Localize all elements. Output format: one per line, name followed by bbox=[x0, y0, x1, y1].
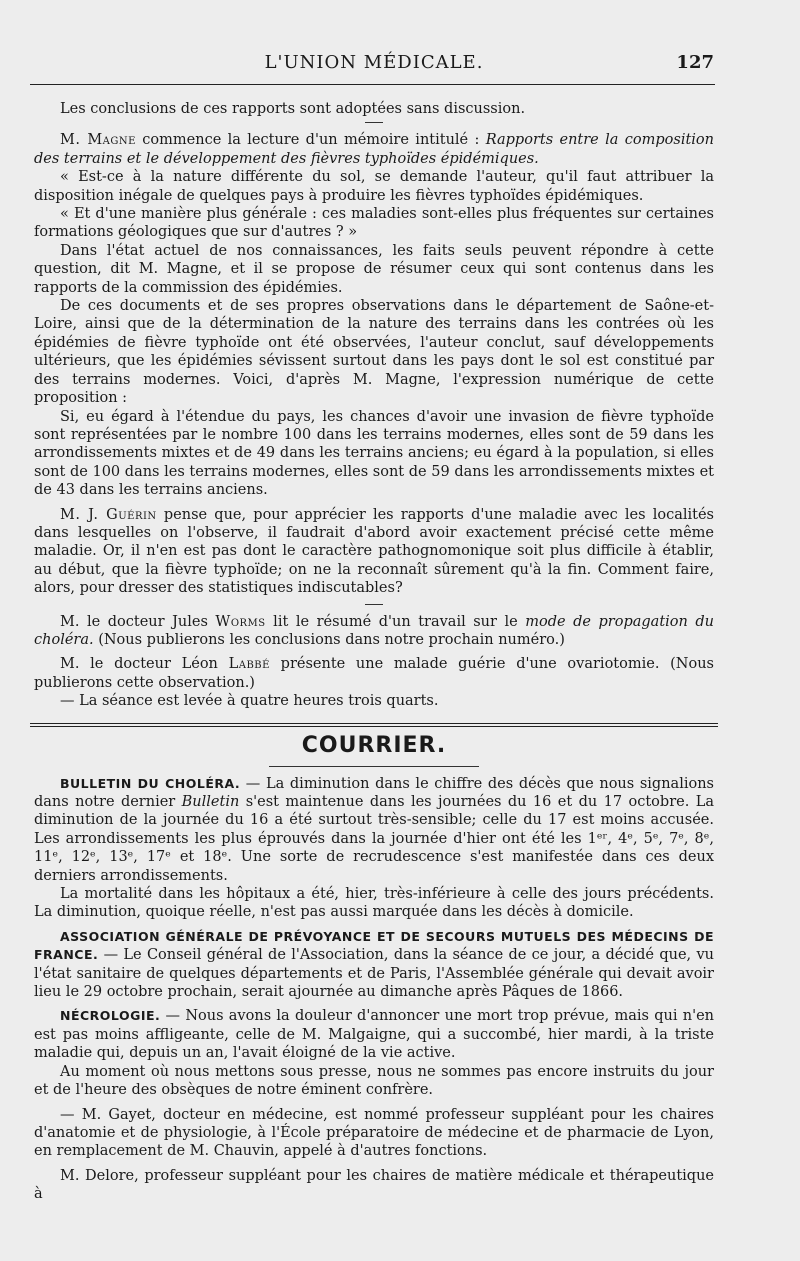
text-span: lit le résumé d'un travail sur le bbox=[265, 613, 526, 630]
text-span: pense que, pour apprécier les rapports d'une maladie avec les localités dans lesquelles on l'observe, il faudrait d'abord avoir exactement précisé cette même maladie. Or, il n'en est pas dont le caractère pathognomonique soit plus difficile à établir, au début, que la fièvre typhoïde; on ne la reconnaît sûrement qu'à la fin. Comment faire, alors, pour dresser des statistiques indiscutables? bbox=[34, 506, 714, 597]
paragraph-obseques: Au moment où nous mettons sous presse, nous ne sommes pas encore instruits du jour et de l'heure des obsèques de notre éminent confrère. bbox=[34, 1063, 714, 1099]
paragraph-guerin bbox=[34, 506, 714, 598]
paragraph-proportions: Si, eu égard à l'étendue du pays, les chances d'avoir une invasion de fièvre typhoïde sont représentées par le nombre 100 dans les terrains modernes, elles sont de 59 dans les arrondissements mixtes et de 49 dans les terrains anciens; eu égard à la population, si elles sont de 100 dans les terrains modernes, elles sont de 59 dans les arrondissements mixtes et de 43 dans les terrains anciens. bbox=[34, 408, 714, 499]
italic-text: Bulletin bbox=[181, 794, 240, 810]
speaker-name: Worms bbox=[215, 613, 266, 630]
paragraph-gayet: — M. Gayet, docteur en médecine, est nommé professeur suppléant pour les chaires d'anatomie et de physiologie, à l'École préparatoire de médecine et de pharmacie de Lyon, en remplacement de M. Chauvin, appelé à d'autres fonctions. bbox=[34, 1106, 714, 1160]
paragraph-question-2: « Et d'une manière plus générale : ces maladies sont-elles plus fréquentes sur certaines formations géologiques que sur d'autres ? » bbox=[34, 206, 714, 241]
paragraph-conclusions: Les conclusions de ces rapports sont adoptées sans discussion. bbox=[60, 101, 526, 117]
heading-rule bbox=[269, 766, 479, 767]
text-span: M. le docteur Léon bbox=[60, 656, 229, 673]
text-span: — La diminution dans le chiffre des décès que nous signalions dans notre dernier bbox=[34, 775, 714, 810]
section-separator bbox=[365, 122, 383, 123]
paragraph-mortalite: La mortalité dans les hôpitaux a été, hier, très-inférieure à celle des jours précédents. La diminution, quoique réelle, n'est pas aussi marquée dans les décès à domicile. bbox=[34, 886, 714, 921]
text-span: s'est maintenue dans les journées du 16 et du 17 octobre. La diminution de la journée du 16 a été surtout très-sensible; celle du 17 est moins accusée. Les arrondissements les plus éprouvés dans la journée d'hier ont été les 1ᵉʳ, 4ᵉ, 5ᵉ, 7ᵉ, 8ᵉ, 11ᵉ, 12ᵉ, 13ᵉ, 17ᵉ et 18ᵉ. Une sorte de recrudescence s'est manifestée dans ces deux derniers arrondissements. bbox=[34, 794, 714, 884]
paragraph-question-1: « Est-ce à la nature différente du sol, se demande l'auteur, qu'il faut attribuer la disposition inégale de quelques pays à produire les fièvres typhoïdes épidémiques. bbox=[34, 169, 714, 204]
paragraph-necrologie bbox=[34, 1007, 714, 1062]
rubric-label: NÉCROLOGIE. bbox=[60, 1008, 161, 1024]
page-number: 127 bbox=[676, 52, 714, 73]
speaker-name: Labbé bbox=[228, 656, 270, 673]
paragraph-documents: De ces documents et de ses propres observations dans le département de Saône-et-Loire, ainsi que de la détermination de la nature des terrains dans les contrées où les épidémies de fièvre typhoïde ont été observées, l'auteur conclut, sauf développements ultérieurs, que les épidémies sévissent surtout dans les pays dont le sol est constitué par des terrains modernes. Voici, d'après M. Magne, l'expression numérique de cette proposition : bbox=[34, 298, 714, 407]
paragraph-labbe bbox=[34, 655, 714, 692]
paragraph-worms bbox=[34, 613, 714, 650]
text-span: M. le docteur Jules bbox=[60, 613, 216, 630]
paragraph-association bbox=[34, 928, 714, 1002]
work-title: mode de propagation du choléra. bbox=[34, 613, 714, 648]
memoir-title: Rapports entre la composition des terrains et le développement des fièvres typhoïdes épidémiques. bbox=[34, 132, 714, 167]
section-heading-courrier: COURRIER. bbox=[301, 732, 447, 758]
paragraph-magne bbox=[34, 131, 714, 168]
paragraph-seance-levee: — La séance est levée à quatre heures trois quarts. bbox=[60, 693, 439, 710]
paragraph-delore: M. Delore, professeur suppléant pour les chaires de matière médicale et thérapeutique à bbox=[34, 1167, 714, 1203]
paragraph-bulletin-cholera bbox=[34, 775, 714, 885]
text-span: (Nous publierons les conclusions dans notre prochain numéro.) bbox=[93, 631, 565, 648]
header-rule bbox=[30, 84, 715, 85]
text-span: présente une malade guérie d'une ovariotomie. (Nous publierons cette observation.) bbox=[34, 656, 714, 691]
text-span: — Nous avons la douleur d'annoncer une mort trop prévue, mais qui n'en est pas moins affligeante, celle de M. Malgaigne, qui a succombé, hier mardi, à la triste maladie qui, depuis un an, l'avait éloigné de la vie active. bbox=[34, 1008, 714, 1062]
rubric-label: ASSOCIATION GÉNÉRALE DE PRÉVOYANCE ET DE SECOURS MUTUELS DES MÉDECINS DE FRANCE. bbox=[34, 928, 714, 963]
journal-title: L'UNION MÉDICALE. bbox=[264, 52, 484, 73]
article-body bbox=[34, 100, 714, 1204]
speaker-name: M. Magne bbox=[60, 132, 136, 149]
running-header bbox=[34, 52, 714, 78]
paragraph-facts: Dans l'état actuel de nos connaissances, les faits seuls peuvent répondre à cette question, dit M. Magne, et il se propose de résumer ceux qui sont contenus dans les rapports de la commission des épidémies. bbox=[34, 242, 714, 296]
double-rule bbox=[30, 723, 718, 727]
text-span: commence la lecture d'un mémoire intitulé : bbox=[135, 132, 486, 149]
rubric-label: BULLETIN DU CHOLÉRA. bbox=[60, 775, 241, 791]
section-separator bbox=[365, 604, 383, 605]
speaker-name: M. J. Guérin bbox=[60, 506, 157, 523]
text-span: — Le Conseil général de l'Association, dans la séance de ce jour, a décidé que, vu l'état sanitaire de quelques départements et de Paris, l'Assemblée générale qui devait avoir lieu le 29 octobre prochain, serait ajournée au dimanche après Pâques de 1866. bbox=[34, 947, 714, 1001]
